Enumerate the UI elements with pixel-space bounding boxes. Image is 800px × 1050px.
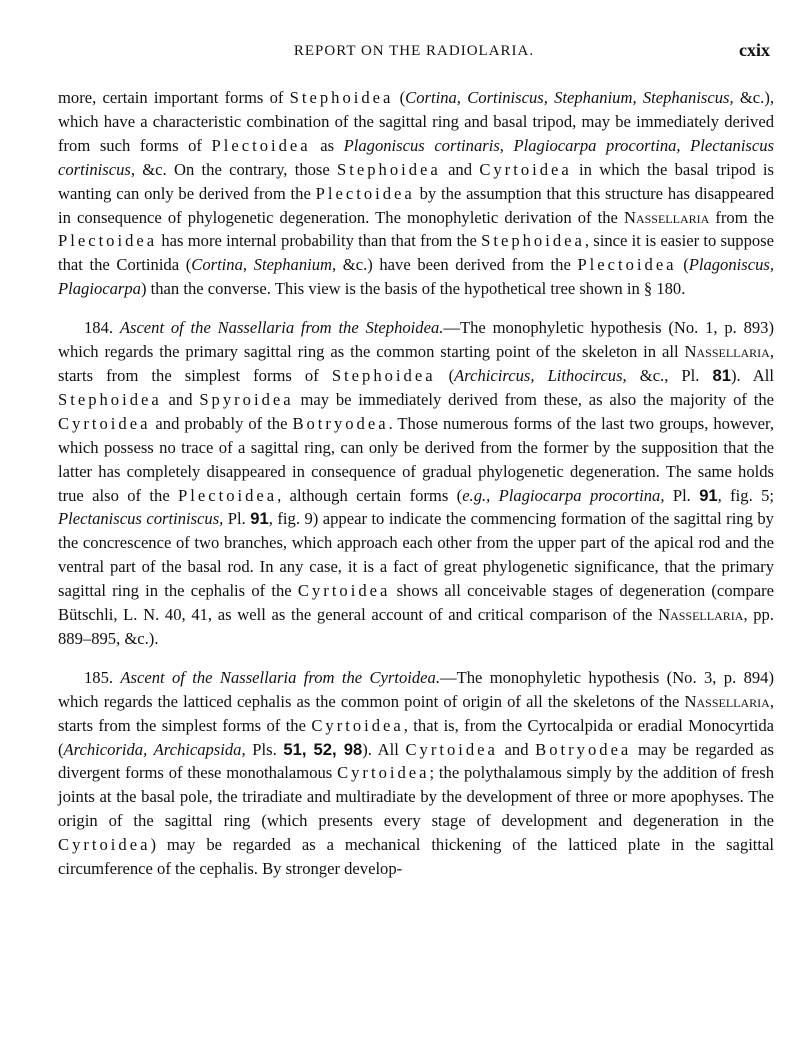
text-run: ) may be regarded as a mechanical thickening of the latticed plate in the sagittal circumference of the cephalis. By stronger develop- bbox=[58, 835, 774, 879]
text-run: , since it is easier to suppose that the Cortinida ( bbox=[58, 231, 774, 275]
species-names: Plectaniscus cortiniscus, bbox=[58, 509, 224, 529]
text-run: as bbox=[310, 135, 344, 155]
text-run: ). All bbox=[730, 365, 774, 385]
text-run: by the assumption that this structure has disappeared in consequence of phylogenetic degeneration. The monophyletic derivation of the bbox=[58, 183, 775, 227]
text-run: &c.), which have a characteristic combination of the sagittal ring and basal tripod, may be immediately derived from such forms of bbox=[58, 88, 774, 155]
paragraph-185 bbox=[58, 666, 774, 881]
genus-names: Cortina, Stephanium, bbox=[191, 255, 337, 275]
text-run: from the bbox=[709, 207, 774, 227]
group-name: Plectoidea bbox=[58, 231, 158, 251]
text-run: —The monophyletic hypothesis (No. 3, p. 894) which regards the latticed cephalis as the common point of origin of all the skeletons of the bbox=[58, 667, 774, 711]
text-run: ( bbox=[435, 365, 455, 385]
text-run: —The monophyletic hypothesis (No. 1, p. 893) which regards the primary sagittal ring as the common starting point of the skeleton in all bbox=[58, 318, 774, 362]
text-run: and probably of the bbox=[150, 413, 293, 433]
text-run: may be immediately derived from these, as also the majority of the bbox=[293, 389, 774, 409]
group-name: Cyrtoidea bbox=[58, 413, 151, 433]
section-heading: Ascent of the Nassellaria from the Stephoidea. bbox=[119, 318, 444, 338]
group-name: Cyrtoidea bbox=[311, 715, 404, 735]
text-run: , fig. 9) appear to indicate the commencing formation of the sagittal ring by the concrescence of two branches, which approach each other from the upper part of the apical rod and the ventral part of the basal rod. In any case, it is a fact of great phylogenetic significance, that the primary sagittal ring in the cephalis of the bbox=[58, 509, 774, 601]
paragraph-continuation bbox=[58, 86, 774, 301]
section-heading: Ascent of the Nassellaria from the Cyrtoidea. bbox=[120, 667, 440, 687]
group-name: Stephoidea bbox=[481, 231, 585, 251]
group-name: Plectoidea bbox=[315, 183, 415, 203]
group-name: Botryodea bbox=[292, 413, 389, 433]
genus-names: Archicorida, Archicapsida, bbox=[63, 739, 246, 759]
page-number: cxix bbox=[739, 40, 770, 60]
text-run: and bbox=[497, 739, 536, 759]
running-header bbox=[58, 40, 770, 69]
text-run: ). All bbox=[362, 739, 406, 759]
text-run: . Those numerous forms of the last two groups, however, which possess no trace of a sagittal ring, can only be derived from the former by the supposition that the latter has completely disappeared in consequence of gradual phylogenetic degeneration. The same holds true also of the bbox=[58, 413, 774, 505]
plate-number: 91 bbox=[250, 509, 269, 529]
text-run: &c. On the contrary, those bbox=[134, 159, 338, 179]
text-run: and bbox=[440, 159, 480, 179]
group-name: Cyrtoidea bbox=[479, 159, 572, 179]
text-run: Pls. bbox=[245, 739, 284, 759]
group-name: Cyrtoidea bbox=[58, 835, 151, 855]
group-name: Botryodea bbox=[535, 739, 632, 759]
text-run: , that is, from the Cyrtocalpida or eradial Monocyrtida ( bbox=[58, 715, 774, 759]
group-name: Stephoidea bbox=[58, 389, 162, 409]
plate-number: 91 bbox=[699, 485, 718, 505]
order-name: Nassellaria bbox=[684, 342, 770, 362]
body-text bbox=[58, 86, 774, 896]
text-run: ( bbox=[676, 255, 689, 275]
text-run: ) than the converse. This view is the basis of the hypothetical tree shown in § 180. bbox=[140, 279, 686, 299]
group-name: Cyrtoidea bbox=[297, 581, 391, 601]
text-run: may be regarded as divergent forms of these monothalamous bbox=[58, 739, 774, 783]
text-run: , starts from the simplest forms of bbox=[58, 342, 774, 385]
paragraph-184 bbox=[58, 316, 774, 651]
text-run: , pp. 889–895, &c.). bbox=[58, 605, 775, 648]
running-title: REPORT ON THE RADIOLARIA. bbox=[293, 43, 535, 59]
genus-names: Archicircus, Lithocircus, bbox=[454, 365, 627, 385]
text-run: &c.) have been derived from the bbox=[336, 255, 578, 275]
group-name: Stephoidea bbox=[337, 159, 441, 179]
group-name: Stephoidea bbox=[289, 88, 394, 107]
group-name: Cyrtoidea bbox=[337, 763, 430, 783]
plate-number: 51, 52, 98 bbox=[283, 739, 363, 759]
order-name: Nassellaria bbox=[658, 605, 744, 625]
species-names: Plagoniscus cortinaris, Plagiocarpa procortina, Plectaniscus cortiniscus, bbox=[58, 135, 775, 179]
text-run: Pl. bbox=[223, 509, 251, 529]
text-run: shows all conceivable stages of degeneration (compare Bütschli, L. N. 40, 41, as well as the general account of and critical comparison of the bbox=[58, 581, 774, 625]
group-name: Cyrtoidea bbox=[405, 739, 498, 759]
order-name: Nassellaria bbox=[623, 207, 710, 227]
genus-names: Cortina, Cortiniscus, Stephanium, Stephaniscus, bbox=[405, 88, 734, 107]
section-number: 184. bbox=[84, 318, 114, 338]
text-run: more, certain important forms of bbox=[58, 88, 290, 107]
genus-names: Plagoniscus, Plagiocarpa bbox=[58, 255, 774, 299]
text-run: ; the polythalamous simply by the addition of fresh joints at the basal pole, the triradiate and multiradiate by the development of three or more apophyses. The origin of the sagittal ring (which presents every stage of development and degeneration in the bbox=[58, 763, 774, 831]
plate-number: 81 bbox=[712, 365, 731, 385]
species-names: e.g., Plagiocarpa procortina, bbox=[462, 485, 665, 505]
group-name: Plectoidea bbox=[577, 255, 677, 275]
group-name: Plectoidea bbox=[178, 485, 278, 505]
order-name: Nassellaria bbox=[684, 691, 770, 711]
text-run: Pl. bbox=[664, 485, 700, 505]
text-run: , although certain forms ( bbox=[277, 485, 463, 505]
text-run: &c., Pl. bbox=[626, 365, 713, 385]
group-name: Plectoidea bbox=[211, 135, 311, 155]
section-number: 185. bbox=[84, 667, 114, 687]
text-run: and bbox=[161, 389, 200, 409]
group-name: Spyroidea bbox=[199, 389, 294, 409]
text-run: , fig. 5; bbox=[717, 485, 774, 505]
text-run: ( bbox=[393, 88, 406, 107]
text-run: has more internal probability than that from the bbox=[157, 231, 482, 251]
text-run: , starts from the simplest forms of the bbox=[58, 691, 774, 735]
group-name: Stephoidea bbox=[331, 365, 436, 385]
text-run: in which the basal tripod is wanting can only be derived from the bbox=[58, 159, 774, 203]
